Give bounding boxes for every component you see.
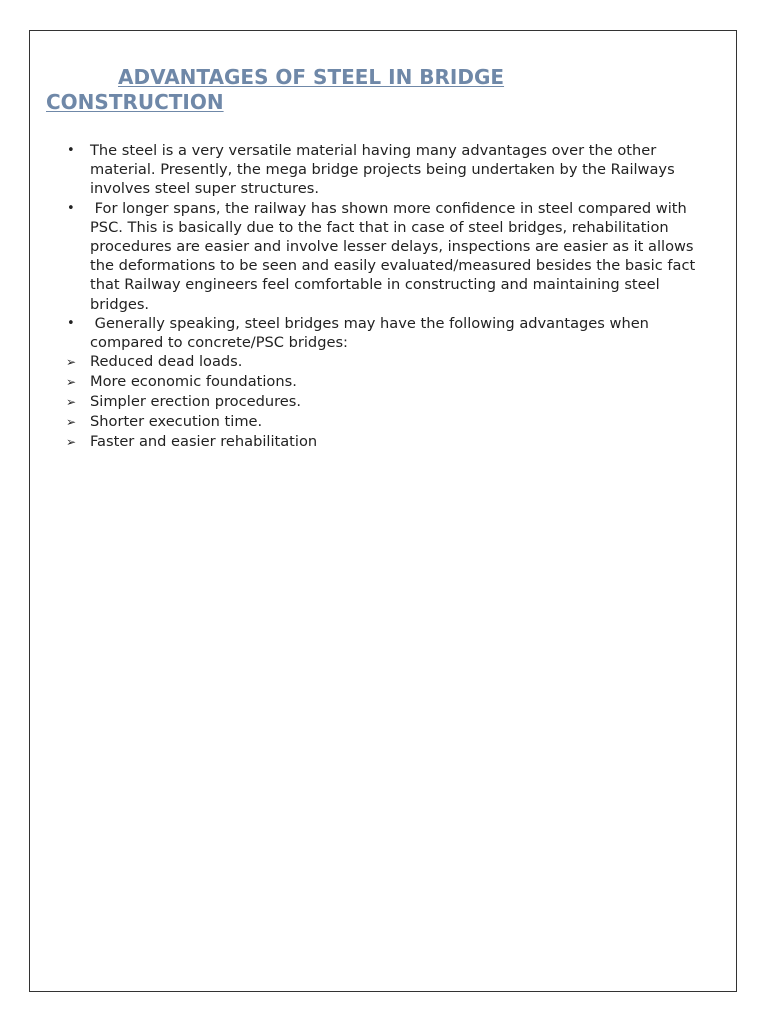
- arrow-bullet-icon: ➢: [66, 435, 77, 450]
- advantage-item: [30, 432, 736, 452]
- advantage-item: [30, 392, 736, 412]
- arrow-bullet-icon: ➢: [66, 375, 77, 390]
- document-title: [46, 65, 686, 115]
- advantage-text: Reduced dead loads.: [90, 353, 243, 371]
- title-line-2: CONSTRUCTION: [46, 90, 224, 114]
- bullet-item: [30, 141, 736, 199]
- bullet-text: Generally speaking, steel bridges may have the following advantages when compared to concrete/PSC bridges:: [90, 314, 654, 352]
- advantage-text: Simpler erection procedures.: [90, 393, 302, 411]
- document-page: [29, 30, 737, 992]
- bullet-icon: •: [67, 315, 75, 331]
- advantage-item: [30, 372, 736, 392]
- bullet-list: [30, 141, 736, 352]
- document-body: [30, 141, 736, 452]
- advantage-text: More economic foundations.: [90, 373, 297, 391]
- arrow-bullet-icon: ➢: [66, 395, 77, 410]
- bullet-item: [30, 199, 736, 314]
- advantage-item: [30, 352, 736, 372]
- arrow-bullet-icon: ➢: [66, 355, 77, 370]
- arrow-bullet-icon: ➢: [66, 415, 77, 430]
- advantage-item: [30, 412, 736, 432]
- title-line-1: ADVANTAGES OF STEEL IN BRIDGE: [118, 65, 505, 89]
- advantages-list: [30, 352, 736, 452]
- bullet-text: For longer spans, the railway has shown more confidence in steel compared with PSC. This is basically due to the fact that in case of steel bridges, rehabilitation procedures are easier and involve lesser delays, inspections are easier as it allows the deformations to be seen and easily evaluated/measured besides the basic fact that Railway engineers feel comfortable in constructing and maintaining steel bridges.: [90, 199, 700, 313]
- advantage-text: Faster and easier rehabilitation: [90, 433, 318, 451]
- bullet-text: The steel is a very versatile material having many advantages over the other material. Presently, the mega bridge projects being undertaken by the Railways involves steel super structures.: [90, 142, 680, 198]
- bullet-item: [30, 314, 736, 352]
- bullet-icon: •: [67, 200, 75, 216]
- advantage-text: Shorter execution time.: [90, 413, 263, 431]
- bullet-icon: •: [67, 143, 75, 158]
